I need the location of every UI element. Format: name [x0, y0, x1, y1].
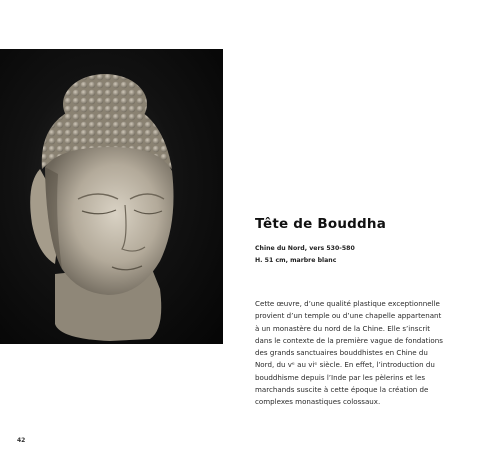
description-line: des grands sanctuaires bouddhistes en Chine du	[255, 348, 428, 358]
description-line: provient d’un temple ou d’une chapelle appartenant	[255, 311, 442, 321]
artwork-origin: Chine du Nord, vers 530-580	[255, 245, 355, 252]
description-line: complexes monastiques colossaux.	[255, 397, 381, 407]
description-line: Nord, du vᵉ au viᵉ siècle. En effet, l’introduction du	[255, 360, 435, 370]
page-number: 42	[17, 437, 26, 444]
description-line: Cette œuvre, d’une qualité plastique exceptionnelle	[255, 299, 440, 308]
description-line: bouddhisme depuis l’Inde par les pèlerins et les	[255, 372, 426, 382]
artwork-description	[255, 298, 465, 409]
artwork-title: Tête de Bouddha	[255, 216, 387, 232]
description-line: marchands suscite à cette époque la création de	[255, 385, 429, 395]
buddha-head-illustration	[0, 49, 223, 344]
buddha-head-photo	[0, 49, 223, 344]
description-line: à un monastère du nord de la Chine. Elle s’inscrit	[255, 323, 431, 333]
artwork-dimensions: H. 51 cm, marbre blanc	[255, 257, 337, 264]
description-line: dans le contexte de la première vague de fondations	[255, 335, 443, 345]
